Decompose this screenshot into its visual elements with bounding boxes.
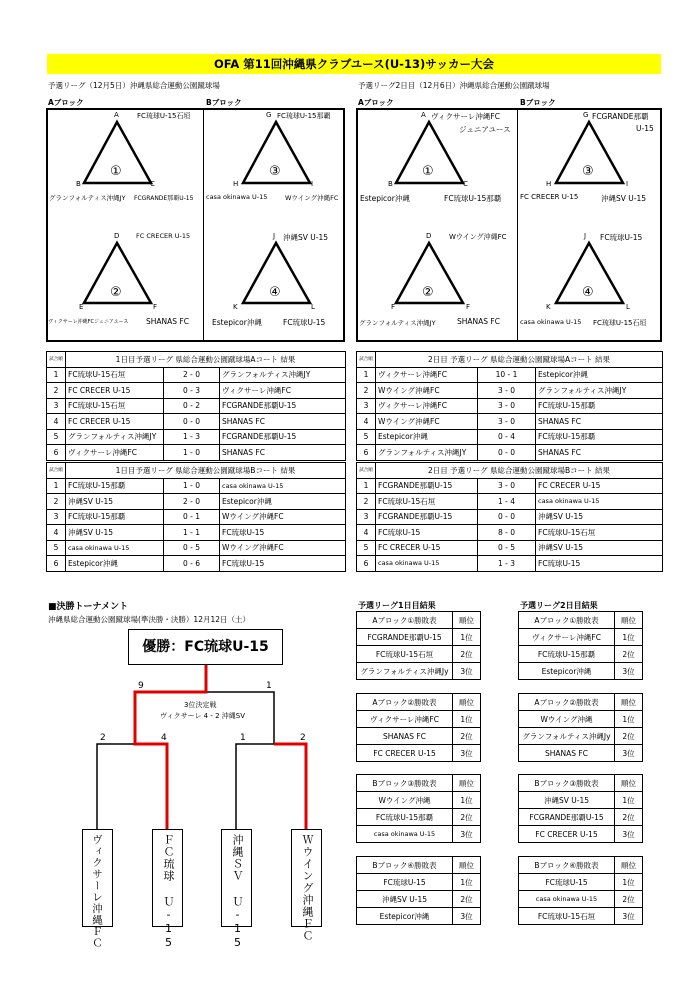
score: 0 - 6	[164, 556, 220, 572]
ranking-table-title: Aブロック①勝敗表	[519, 612, 615, 629]
team-label: FC琉球U-15那覇	[277, 112, 331, 120]
ranking-table-title: Bブロック④勝敗表	[357, 857, 453, 874]
match-number: 1	[357, 367, 376, 383]
rank-value: 1位	[615, 874, 643, 891]
ranking-table-title: Bブロック④勝敗表	[519, 857, 615, 874]
score: 1 - 3	[164, 429, 220, 445]
rank-column-header: 順位	[453, 775, 481, 792]
ranking-table	[356, 774, 481, 843]
ranking-table	[356, 693, 481, 762]
group-number: ①	[110, 164, 122, 179]
match-number: 1	[357, 478, 376, 494]
match-number: 3	[357, 509, 376, 525]
score-semi2-left: 1	[240, 733, 246, 743]
score: 0 - 0	[478, 445, 536, 461]
away-team: グランフォルティス沖縄JY	[536, 383, 663, 399]
table-row	[357, 874, 481, 891]
ranking-table-title: Aブロック②勝敗表	[357, 694, 453, 711]
away-team: SHANAS FC	[536, 414, 663, 430]
table-row	[519, 728, 643, 745]
rank-value: 1位	[453, 629, 481, 646]
table-row	[519, 826, 643, 843]
away-team: casa okinawa U-15	[220, 478, 346, 494]
table-header-row	[357, 694, 481, 711]
team-name: ヴィクサーレ沖縄FC	[519, 629, 615, 646]
team-label: FC琉球U-15	[283, 318, 326, 327]
match-order-header: 試合順	[47, 463, 66, 479]
vertex-label: H	[546, 180, 552, 188]
page-title: OFA 第11回沖縄県クラブユース(U-13)サッカー大会	[47, 54, 661, 74]
team-name: FC琉球U-15那覇	[519, 646, 615, 663]
team-name-4: Ｗウイング沖縄ＦＣ	[301, 834, 314, 942]
table-row	[519, 711, 643, 728]
away-team: Wウイング沖縄FC	[220, 509, 346, 525]
team-name: FC琉球U-15石垣	[357, 646, 453, 663]
score: 2 - 0	[164, 367, 220, 383]
away-team: Estepicor沖縄	[220, 494, 346, 510]
ranking-table-title: Aブロック②勝敗表	[519, 694, 615, 711]
table-row	[519, 891, 643, 908]
match-number: 4	[47, 525, 66, 541]
vertex-label: D	[426, 232, 432, 240]
rank-value: 3位	[615, 745, 643, 762]
table-row	[519, 629, 643, 646]
vertex-label: F	[391, 303, 396, 311]
table-row	[519, 792, 643, 809]
table-header-row	[357, 612, 481, 629]
home-team: グランフォルティス沖縄JY	[376, 445, 478, 461]
away-team: SHANAS FC	[220, 414, 346, 430]
third-place-result: ヴィクサーレ 4 - 2 沖縄SV	[160, 712, 246, 720]
team-name: FC琉球U-15	[357, 874, 453, 891]
group-number: ③	[582, 164, 594, 179]
team-label: FC琉球U-15	[600, 233, 643, 242]
home-team: ヴィクサーレ沖縄FC	[376, 398, 478, 414]
team-label: 沖縄SV U-15	[283, 233, 329, 242]
rank-value: 2位	[453, 728, 481, 745]
team-name: Estepicor沖縄	[519, 663, 615, 680]
home-team: casa okinawa U-15	[66, 540, 164, 556]
score: 0 - 5	[164, 540, 220, 556]
table-row	[519, 745, 643, 762]
away-team: FC琉球U-15那覇	[536, 429, 663, 445]
home-team: FC琉球U-15石垣	[66, 398, 164, 414]
rank-value: 2位	[615, 891, 643, 908]
vertex-label: B	[388, 180, 393, 188]
table-row	[357, 663, 481, 680]
group-number: ①	[422, 164, 434, 179]
match-number: 4	[47, 414, 66, 430]
group-number: ④	[269, 285, 281, 300]
vertex-label: I	[626, 180, 629, 188]
home-team: FCGRANDE那覇U-15	[376, 478, 478, 494]
away-team: Estepicor沖縄	[536, 367, 663, 383]
vertex-label: D	[114, 232, 120, 240]
home-team: FC CRECER U-15	[66, 414, 164, 430]
rank-value: 3位	[615, 663, 643, 680]
match-number: 1	[47, 478, 66, 494]
rank-value: 2位	[615, 728, 643, 745]
match-number: 4	[357, 525, 376, 541]
team-name: 沖縄SV U-15	[519, 792, 615, 809]
table-header-row	[519, 612, 643, 629]
match-number: 2	[47, 494, 66, 510]
ranking-table-title: Bブロック③勝敗表	[357, 775, 453, 792]
team-name-1: ヴィクサーレ沖縄ＦＣ	[91, 834, 103, 949]
table-row	[357, 745, 481, 762]
team-name-2: ＦＣ琉球 Ｕ-15	[162, 834, 175, 950]
rank-value: 1位	[453, 792, 481, 809]
table-row	[357, 826, 481, 843]
away-team: FC琉球U-15那覇	[536, 398, 663, 414]
home-team: FC琉球U-15	[376, 525, 478, 541]
team-name: Wウイング沖縄	[357, 792, 453, 809]
rank-value: 2位	[615, 646, 643, 663]
score-final-left: 9	[138, 681, 144, 691]
rank-value: 1位	[453, 711, 481, 728]
score: 0 - 2	[164, 398, 220, 414]
vertex-label: C	[150, 180, 155, 188]
away-team: FC琉球U-15	[220, 525, 346, 541]
match-number: 5	[357, 540, 376, 556]
tournament-subtitle: 沖縄県総合運動公園蹴球場(準決勝・決勝）12月12日（土）	[48, 615, 251, 624]
match-number: 2	[47, 383, 66, 399]
rank-value: 2位	[453, 809, 481, 826]
team-label: FC琉球U-15石垣	[593, 319, 647, 327]
team-label: FC CRECER U-15	[136, 232, 191, 240]
rank-column-header: 順位	[453, 857, 481, 874]
ranking-table	[518, 611, 643, 680]
team-name: FC CRECER U-15	[519, 826, 615, 843]
rank-column-header: 順位	[615, 694, 643, 711]
team-name: FCGRANDE那覇U-15	[519, 809, 615, 826]
match-number: 2	[357, 383, 376, 399]
vertex-label: I	[311, 180, 314, 188]
rank-value: 1位	[615, 792, 643, 809]
vertex-label: A	[421, 111, 426, 119]
home-team: FC琉球U-15那覇	[66, 509, 164, 525]
match-number: 1	[47, 367, 66, 383]
table-row	[519, 663, 643, 680]
group-number: ②	[422, 285, 434, 300]
group-number: ②	[110, 285, 122, 300]
match-number: 4	[357, 414, 376, 430]
table-title: 1日目予選リーグ 県総合運動公園蹴球場Bコート 結果	[66, 463, 346, 479]
team-label: FC琉球U-15石垣	[137, 112, 191, 120]
home-team: ヴィクサーレ沖縄FC	[66, 445, 164, 461]
table-row	[519, 908, 643, 925]
team-name: FC CRECER U-15	[357, 745, 453, 762]
day2-block-a-label: Aブロック	[358, 98, 394, 107]
team-label: Estepicor沖縄	[360, 194, 410, 203]
rank-column-header: 順位	[615, 612, 643, 629]
vertex-label: J	[584, 232, 587, 240]
rank-value: 3位	[453, 745, 481, 762]
day2-block-b-label: Bブロック	[520, 98, 556, 107]
score: 1 - 4	[478, 494, 536, 510]
away-team: 沖縄SV U-15	[536, 540, 663, 556]
rank-value: 1位	[453, 874, 481, 891]
team-label: グランフォルティス沖縄JY	[359, 319, 436, 327]
team-label: SHANAS FC	[146, 317, 189, 326]
match-number: 3	[357, 398, 376, 414]
ranking-table-title: Bブロック③勝敗表	[519, 775, 615, 792]
table-row	[357, 908, 481, 925]
team-name: FCGRANDE那覇U-15	[357, 629, 453, 646]
match-number: 6	[357, 556, 376, 572]
group-number: ③	[269, 164, 281, 179]
team-name: SHANAS FC	[357, 728, 453, 745]
home-team: FC CRECER U-15	[66, 383, 164, 399]
team-name: SHANAS FC	[519, 745, 615, 762]
rank-value: 3位	[453, 908, 481, 925]
vertex-label: K	[233, 303, 238, 311]
home-team: FC琉球U-15那覇	[66, 478, 164, 494]
table-header-row	[519, 694, 643, 711]
third-place-title: 3位決定戦	[184, 701, 217, 709]
away-team: FC琉球U-15	[536, 556, 663, 572]
table-title: 2日目 予選リーグ 県総合運動公園蹴球場Bコート 結果	[376, 463, 663, 479]
ranking-table-title: Aブロック①勝敗表	[357, 612, 453, 629]
vertex-label: A	[114, 111, 119, 119]
team-label: FC CRECER U-15	[520, 193, 579, 201]
table-header-row	[357, 857, 481, 874]
team-name: casa okinawa U-15	[519, 891, 615, 908]
table-row	[519, 646, 643, 663]
home-team: 沖縄SV U-15	[66, 525, 164, 541]
score: 1 - 1	[164, 525, 220, 541]
rank-value: 2位	[615, 809, 643, 826]
score: 2 - 0	[164, 494, 220, 510]
team-label: ジュニアユース	[459, 125, 511, 134]
team-name: FC琉球U-15石垣	[519, 908, 615, 925]
table-row	[357, 728, 481, 745]
ranking-table	[356, 611, 481, 680]
vertex-label: F	[153, 303, 158, 311]
away-team: Wウイング沖縄FC	[220, 540, 346, 556]
team-name: FC琉球U-15那覇	[357, 809, 453, 826]
rank-value: 2位	[453, 891, 481, 908]
score-semi2-right: 2	[300, 733, 306, 743]
table-header-row	[519, 857, 643, 874]
team-label: Estepicor沖縄	[212, 318, 262, 327]
vertex-label: C	[463, 180, 468, 188]
home-team: casa okinawa U-15	[376, 556, 478, 572]
score-semi1-right: 4	[161, 733, 167, 743]
match-number: 6	[47, 556, 66, 572]
match-order-header: 試合順	[357, 463, 376, 479]
vertex-label: E	[79, 303, 84, 311]
day2-header: 予選リーグ2日目（12月6日）沖縄県総合運動公園蹴球場	[358, 81, 550, 90]
score: 3 - 0	[478, 383, 536, 399]
table-row	[357, 711, 481, 728]
team-name: Wウイング沖縄	[519, 711, 615, 728]
home-team: Wウイング沖縄FC	[376, 383, 478, 399]
away-team: 沖縄SV U-15	[536, 509, 663, 525]
table-row	[357, 792, 481, 809]
score: 10 - 1	[478, 367, 536, 383]
rank-value: 1位	[615, 629, 643, 646]
ranking-table	[518, 693, 643, 762]
table-row	[519, 809, 643, 826]
score: 1 - 3	[478, 556, 536, 572]
away-team: FCGRANDE那覇U-15	[220, 398, 346, 414]
team-name: グランフォルティス沖縄Jy	[519, 728, 615, 745]
vertex-label: L	[626, 303, 630, 311]
rank-value: 3位	[615, 826, 643, 843]
rank-d2-title: 予選リーグ2日目結果	[520, 601, 598, 610]
match-order-header: 試合順	[357, 352, 376, 368]
away-team: ヴィクサーレ沖縄FC	[220, 383, 346, 399]
rank-value: 3位	[453, 826, 481, 843]
team-label: SHANAS FC	[457, 317, 500, 326]
vertex-label: K	[546, 303, 551, 311]
match-number: 5	[47, 540, 66, 556]
team-name: グランフォルティス沖縄Jy	[357, 663, 453, 680]
away-team: FC CRECER U-15	[536, 478, 663, 494]
group-number: ④	[582, 285, 594, 300]
match-order-header: 試合順	[47, 352, 66, 368]
table-title: 2日目 予選リーグ 県総合運動公園蹴球場Aコート 結果	[376, 352, 663, 368]
team-label: ヴィクサーレ沖縄FC	[431, 112, 500, 121]
table-row	[357, 629, 481, 646]
match-number: 3	[47, 509, 66, 525]
rank-column-header: 順位	[615, 857, 643, 874]
table-row	[519, 874, 643, 891]
team-label: グランフォルティス沖縄JY	[49, 194, 126, 202]
score: 0 - 5	[478, 540, 536, 556]
vertex-label: F	[466, 303, 471, 311]
match-number: 5	[357, 429, 376, 445]
tournament-title: ■決勝トーナメント	[48, 602, 129, 612]
team-label: FCGRANDE那覇U-15	[134, 195, 194, 202]
table-title: 1日目予選リーグ 県総合運動公園蹴球場Aコート 結果	[66, 352, 346, 368]
team-name-3: 沖縄ＳＶ Ｕ-15	[231, 834, 244, 950]
rank-value: 1位	[615, 711, 643, 728]
day1-block-a-label: Aブロック	[48, 98, 84, 107]
table-header-row	[357, 775, 481, 792]
ranking-table	[356, 856, 481, 925]
vertex-label: B	[76, 180, 81, 188]
team-name: Estepicor沖縄	[357, 908, 453, 925]
match-number: 6	[47, 445, 66, 461]
away-team: FC琉球U-15	[220, 556, 346, 572]
ranking-table	[518, 856, 643, 925]
away-team: FCGRANDE那覇U-15	[220, 429, 346, 445]
vertex-label: G	[266, 111, 272, 119]
vertex-label: G	[583, 111, 589, 119]
home-team: Estepicor沖縄	[66, 556, 164, 572]
team-label: FCGRANDE那覇	[592, 112, 649, 121]
rank-value: 3位	[615, 908, 643, 925]
vertex-label: H	[233, 180, 239, 188]
team-label: ヴィクサーレ沖縄FCジュニアユース	[48, 319, 129, 325]
score: 0 - 3	[164, 383, 220, 399]
score: 8 - 0	[478, 525, 536, 541]
team-label: 沖縄SV U-15	[601, 194, 647, 203]
ranking-table	[518, 774, 643, 843]
score: 3 - 0	[478, 414, 536, 430]
score: 0 - 4	[478, 429, 536, 445]
home-team: Estepicor沖縄	[376, 429, 478, 445]
match-number: 6	[357, 445, 376, 461]
away-team: グランフォルティス沖縄JY	[220, 367, 346, 383]
score: 0 - 0	[164, 414, 220, 430]
score: 3 - 0	[478, 398, 536, 414]
match-number: 3	[47, 398, 66, 414]
rank-column-header: 順位	[453, 694, 481, 711]
team-label: FC琉球U-15那覇	[444, 194, 502, 203]
match-number: 2	[357, 494, 376, 510]
champion-box: 優勝：FC琉球U-15	[128, 629, 283, 665]
score: 0 - 0	[478, 509, 536, 525]
score: 1 - 0	[164, 445, 220, 461]
score: 1 - 0	[164, 478, 220, 494]
rank-column-header: 順位	[453, 612, 481, 629]
rank-value: 2位	[453, 646, 481, 663]
team-label: U-15	[636, 124, 654, 133]
rank-value: 3位	[453, 663, 481, 680]
score-semi1-left: 2	[100, 733, 106, 743]
home-team: FCGRANDE那覇U-15	[376, 509, 478, 525]
home-team: Wウイング沖縄FC	[376, 414, 478, 430]
score: 3 - 0	[478, 478, 536, 494]
home-team: 沖縄SV U-15	[66, 494, 164, 510]
team-name: FC琉球U-15	[519, 874, 615, 891]
rank-d1-title: 予選リーグ1日目結果	[358, 601, 436, 610]
team-name: ヴィクサーレ沖縄FC	[357, 711, 453, 728]
table-header-row	[519, 775, 643, 792]
score-final-right: 1	[266, 681, 272, 691]
team-label: Wウイング沖縄FC	[449, 233, 507, 241]
away-team: SHANAS FC	[536, 445, 663, 461]
table-row	[357, 809, 481, 826]
rank-column-header: 順位	[615, 775, 643, 792]
away-team: SHANAS FC	[220, 445, 346, 461]
away-team: FC琉球U-15石垣	[536, 525, 663, 541]
day1-header: 予選リーグ（12月5日）沖縄県総合運動公園蹴球場	[48, 81, 220, 90]
home-team: グランフォルティス沖縄JY	[66, 429, 164, 445]
team-label: casa okinawa U-15	[520, 318, 582, 326]
home-team: ヴィクサーレ沖縄FC	[376, 367, 478, 383]
home-team: FC琉球U-15石垣	[66, 367, 164, 383]
vertex-label: L	[311, 303, 315, 311]
table-row	[357, 646, 481, 663]
team-label: casa okinawa U-15	[206, 193, 268, 201]
team-name: casa okinawa U-15	[357, 826, 453, 843]
away-team: casa okinawa U-15	[536, 494, 663, 510]
home-team: FC琉球U-15石垣	[376, 494, 478, 510]
team-label: Wウイング沖縄FC	[285, 194, 339, 202]
day1-block-b-label: Bブロック	[206, 98, 242, 107]
vertex-label: J	[273, 232, 276, 240]
team-name: 沖縄SV U-15	[357, 891, 453, 908]
table-row	[357, 891, 481, 908]
home-team: FC CRECER U-15	[376, 540, 478, 556]
score: 0 - 1	[164, 509, 220, 525]
match-number: 5	[47, 429, 66, 445]
